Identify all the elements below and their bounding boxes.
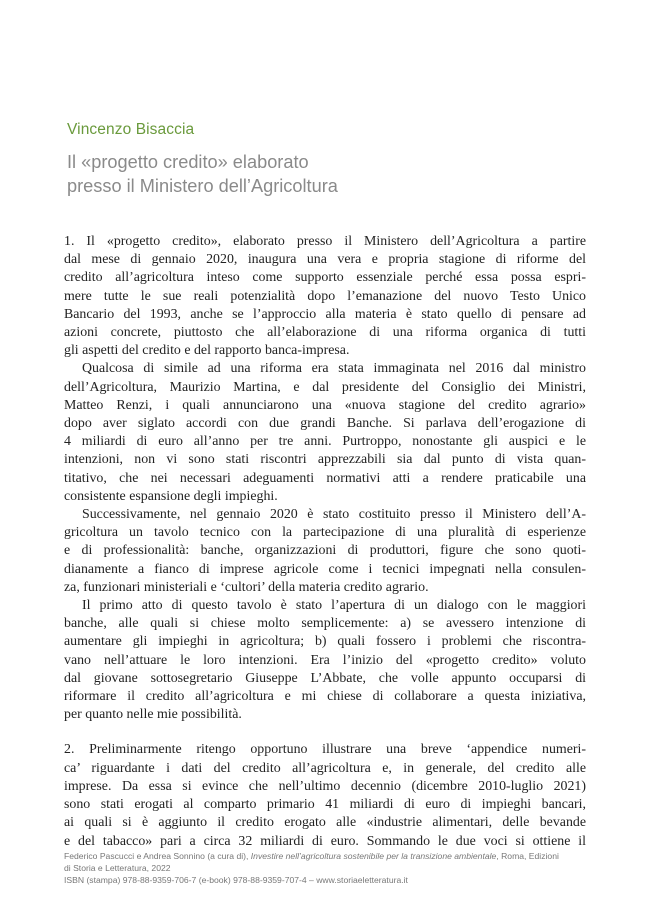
text-line: dianamente a fianco di imprese agricole come i tecnici impegnati nella consulen- (64, 561, 586, 577)
text-line: dal giovane sottosegretario Giuseppe L’Abbate, che volle appunto occuparsi di (64, 670, 586, 686)
citation-line (64, 850, 604, 862)
text-line: Successivamente, nel gennaio 2020 è stato costituito presso il Ministero dell’A- (82, 507, 586, 523)
citation-line: di Storia e Letteratura, 2022 (64, 863, 171, 874)
text-line: Il primo atto di questo tavolo è stato l’apertura di un dialogo con le maggiori (82, 598, 586, 614)
isbn-line: ISBN (stampa) 978-88-9359-706-7 (e-book) 978-88-9359-707-4 – www.storiaeletteratura.it (64, 875, 408, 886)
text-line: riformare il credito all’agricoltura e mi chiese di collaborare a questa iniziativa, (64, 689, 586, 705)
text-line: imprese. Da essa si evince che nell’ultimo decennio (dicembre 2010-luglio 2021) (64, 778, 586, 794)
paragraph (64, 597, 586, 724)
page-footer (64, 850, 604, 887)
text-line: 1. Il «progetto credito», elaborato presso il Ministero dell’Agricoltura a partire (64, 234, 586, 249)
text-line: e del tabacco» pari a circa 32 miliardi di euro. Sommando le due voci si ottiene il (64, 833, 586, 849)
text-line: titativo, che nei necessari adeguamenti normativi atti a rendere praticabile una (64, 470, 586, 486)
text-line: azioni concrete, piuttosto che all’elaborazione di una riforma organica di tutti (64, 325, 586, 341)
text-line: dal mese di gennaio 2020, inaugura una vera e propria stagione di riforme del (64, 252, 586, 268)
text-line: 2. Preliminarmente ritengo opportuno illustrare una breve ‘appendice numeri- (64, 742, 586, 758)
title-line: Il «progetto credito» elaborato (67, 152, 309, 172)
text-line: consistente espansione degli impieghi. (64, 488, 278, 504)
paragraph (64, 360, 586, 506)
chapter-title (67, 150, 587, 198)
text-line: intenzioni, non vi sono stati riscontri apprezzabili sia dal punto di vista quan- (64, 452, 586, 468)
citation-publisher-prefix: , Roma, Edizioni (496, 851, 559, 861)
text-line: e di professionalità: banche, organizzazioni di produttori, figure che sono quoti- (64, 543, 586, 559)
text-line: gricoltura un tavolo tecnico con la partecipazione di una pluralità di esperienze (64, 525, 586, 541)
text-line: mere tutte le sue reali potenzialità dopo l’emanazione del nuovo Testo Unico (64, 288, 586, 304)
paragraph (64, 233, 586, 360)
text-line: credito all’agricoltura inteso come supporto essenziale perché essa possa espri- (64, 270, 586, 286)
text-line: Bancario del 1993, anche se l’approccio alla materia è stato quello di pensare ad (64, 306, 586, 322)
text-line: Matteo Renzi, i quali annunciarono una «nuova stagione del credito agrario» (64, 397, 586, 413)
citation-book-title: Investire nell’agricoltura sostenibile per la transizione ambientale (250, 851, 497, 861)
text-line: sono stati erogati al comparto primario 41 miliardi di euro di impieghi bancari, (64, 797, 586, 813)
text-line: ca’ riguardante i dati del credito all’agricoltura e, in generale, del credito alle (64, 760, 586, 776)
text-line: aumentare gli impieghi in agricoltura; b) quali fossero i problemi che riscontra- (64, 634, 586, 650)
text-line: ai quali si è aggiunto il credito erogato alle «industrie alimentari, delle bevande (64, 815, 586, 831)
text-line: dopo aver siglato accordi con due grandi Banche. Si parlava dell’erogazione di (64, 416, 586, 432)
text-line: banche, alle quali si chiese molto semplicemente: a) se avessero intenzione di (64, 616, 586, 632)
body-text (64, 233, 586, 851)
text-line: per quanto nelle mie possibilità. (64, 707, 242, 723)
title-line: presso il Ministero dell’Agricoltura (67, 176, 338, 196)
text-line: gli aspetti del credito e del rapporto banca-impresa. (64, 343, 350, 359)
paragraph (64, 741, 586, 850)
author-name: Vincenzo Bisaccia (67, 121, 195, 138)
text-line: dell’Agricoltura, Maurizio Martina, e dal presidente del Consiglio dei Ministri, (64, 379, 586, 395)
paragraph (64, 506, 586, 597)
citation-editors: Federico Pascucci e Andrea Sonnino (a cura di), (64, 851, 251, 861)
text-line: za, funzionari ministeriali e ‘cultori’ della materia credito agrario. (64, 579, 429, 595)
text-line: 4 miliardi di euro all’anno per tre anni. Purtroppo, nonostante gli auspici e le (64, 434, 586, 450)
text-line: vano nell’attuare le loro intenzioni. Era l’inizio del «progetto credito» voluto (64, 652, 586, 668)
text-line: Qualcosa di simile ad una riforma era stata immaginata nel 2016 dal ministro (82, 361, 586, 377)
